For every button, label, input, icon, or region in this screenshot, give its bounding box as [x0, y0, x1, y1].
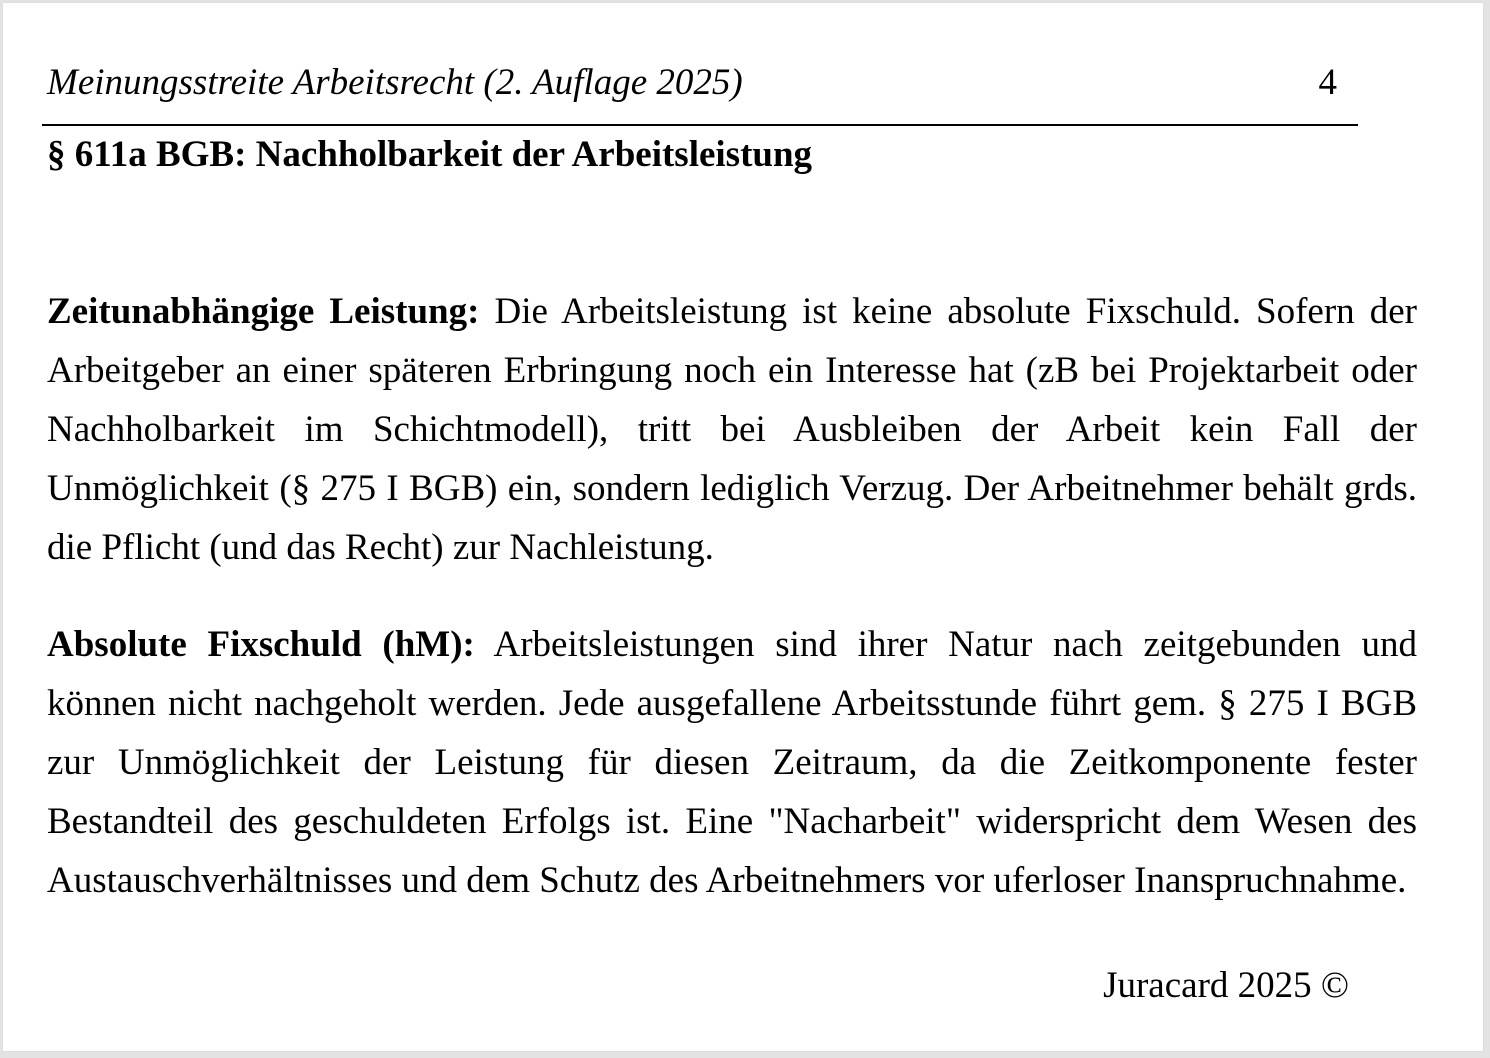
opinion-text: Die Arbeitsleistung ist keine absolute Fixschuld. Sofern der Arbeitgeber an einer späteren Erbringung noch ein Interesse hat (zB bei Projektarbeit oder Nachholbarkeit im Schichtmodell), tritt bei Ausbleiben der Arbeit kein Fall der Unmöglichkeit (§ 275 I BGB) ein, sondern lediglich Verzug. Der Arbeitnehmer behält grds. die Pflicht (und das Recht) zur Nachleistung.: [47, 291, 1417, 568]
opinion-paragraph-zeitunabhaengig: [47, 282, 1417, 577]
running-header: [47, 61, 1337, 117]
opinion-paragraph-fixschuld: [47, 615, 1417, 910]
opinion-lead: Absolute Fixschuld (hM):: [47, 624, 475, 665]
opinion-lead: Zeitunabhängige Leistung:: [47, 291, 480, 332]
book-title: Meinungsstreite Arbeitsrecht (2. Auflage 2025): [47, 62, 743, 103]
section-title: § 611a BGB: Nachholbarkeit der Arbeitsleistung: [47, 134, 813, 175]
page-number: 4: [1318, 62, 1337, 103]
opinion-text: Arbeitsleistungen sind ihrer Natur nach zeitgebunden und können nicht nachgeholt werden. Jede ausgefallene Arbeitsstunde führt gem. § 275 I BGB zur Unmöglichkeit der Leistung für diesen Zeitraum, da die Zeitkomponente fester Bestandteil des geschuldeten Erfolgs ist. Eine "Nacharbeit" widerspricht dem Wesen des Austauschverhältnisses und dem Schutz des Arbeitnehmers vor uferloser Inanspruchnahme.: [47, 624, 1417, 901]
header-divider: [42, 124, 1358, 126]
copyright-footer: Juracard 2025 ©: [1103, 965, 1349, 1006]
document-page: [3, 3, 1483, 1051]
